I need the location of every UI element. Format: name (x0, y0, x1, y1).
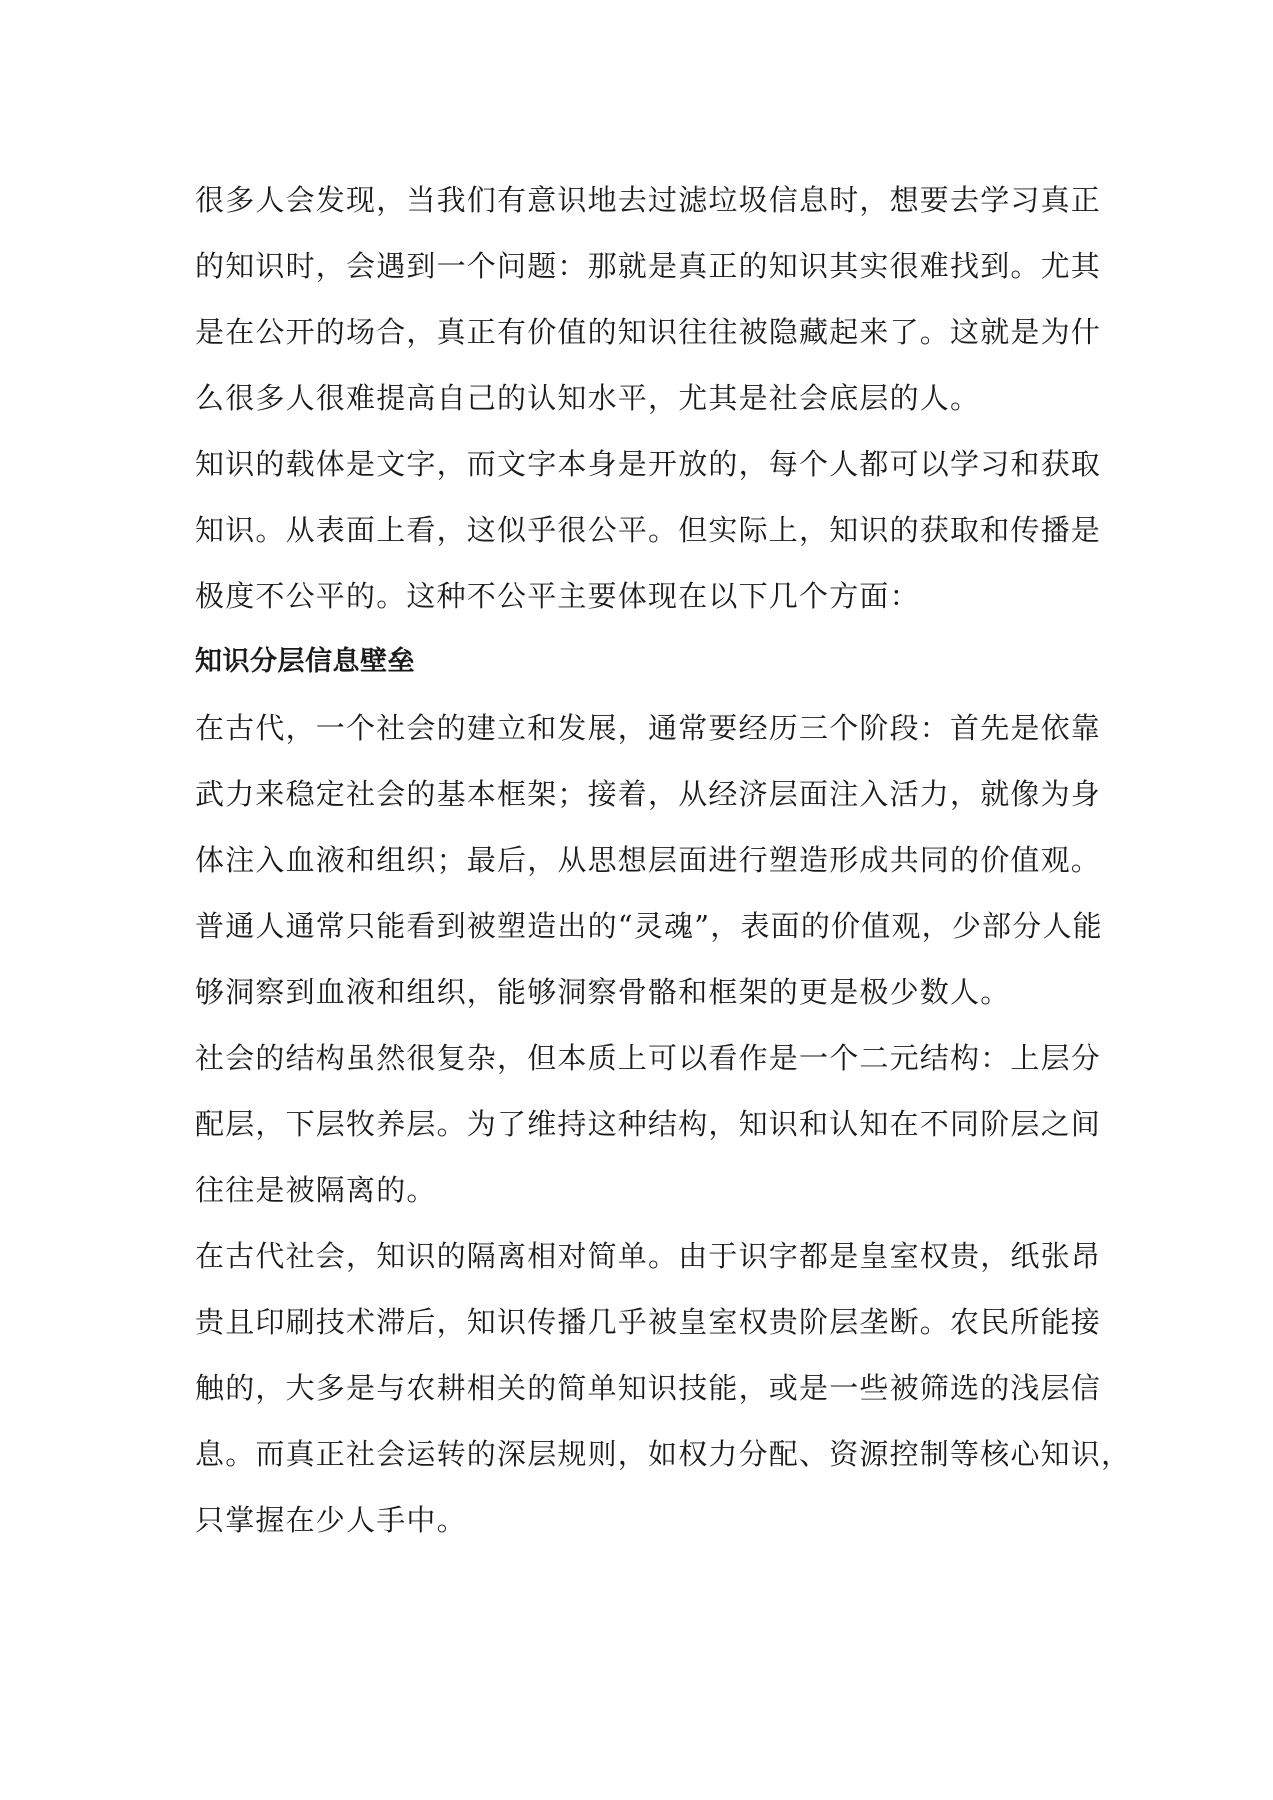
text-line: 在古代，一个社会的建立和发展，通常要经历三个阶段：首先是依靠 (195, 711, 1102, 745)
paragraph (195, 1223, 1132, 1553)
text-line: 社会的结构虽然很复杂，但本质上可以看作是一个二元结构：上层分 (195, 1041, 1102, 1075)
text-line: 普通人通常只能看到被塑造出的“灵魂”，表面的价值观，少部分人能 (195, 909, 1103, 943)
text-line: 往往是被隔离的。 (195, 1173, 437, 1207)
document-body (195, 167, 1132, 1553)
section-heading (195, 629, 1095, 695)
text-line: 配层，下层牧养层。为了维持这种结构，知识和认知在不同阶层之间 (195, 1107, 1102, 1141)
text-line: 极度不公平的。这种不公平主要体现在以下几个方面： (195, 579, 920, 613)
paragraph (195, 1025, 1102, 1223)
text-line: 在古代社会，知识的隔离相对简单。由于识字都是皇室权贵，纸张昂 (195, 1239, 1102, 1273)
text-line: 息。而真正社会运转的深层规则，如权力分配、资源控制等核心知识， (195, 1437, 1132, 1471)
text-line: 贵且印刷技术滞后，知识传播几乎被皇室权贵阶层垄断。农民所能接 (195, 1305, 1102, 1339)
text-line: 知识。从表面上看，这似乎很公平。但实际上，知识的获取和传播是 (195, 513, 1102, 547)
text-line: 只掌握在少人手中。 (195, 1503, 467, 1537)
text-line: 么很多人很难提高自己的认知水平，尤其是社会底层的人。 (195, 381, 981, 415)
text-line: 武力来稳定社会的基本框架；接着，从经济层面注入活力，就像为身 (195, 777, 1102, 811)
text-line: 的知识时，会遇到一个问题：那就是真正的知识其实很难找到。尤其 (195, 249, 1102, 283)
section-heading-text: 知识分层信息壁垒 (195, 646, 415, 677)
text-line: 够洞察到血液和组织，能够洞察骨骼和框架的更是极少数人。 (195, 975, 1011, 1009)
paragraph (195, 431, 1102, 629)
paragraph (195, 695, 1103, 1025)
text-line: 触的，大多是与农耕相关的简单知识技能，或是一些被筛选的浅层信 (195, 1371, 1102, 1405)
text-line: 很多人会发现，当我们有意识地去过滤垃圾信息时，想要去学习真正 (195, 183, 1102, 217)
paragraph (195, 167, 1102, 431)
text-line: 知识的载体是文字，而文字本身是开放的，每个人都可以学习和获取 (195, 447, 1102, 481)
text-line: 体注入血液和组织；最后，从思想层面进行塑造形成共同的价值观。 (195, 843, 1102, 877)
text-line: 是在公开的场合，真正有价值的知识往往被隐藏起来了。这就是为什 (195, 315, 1102, 349)
